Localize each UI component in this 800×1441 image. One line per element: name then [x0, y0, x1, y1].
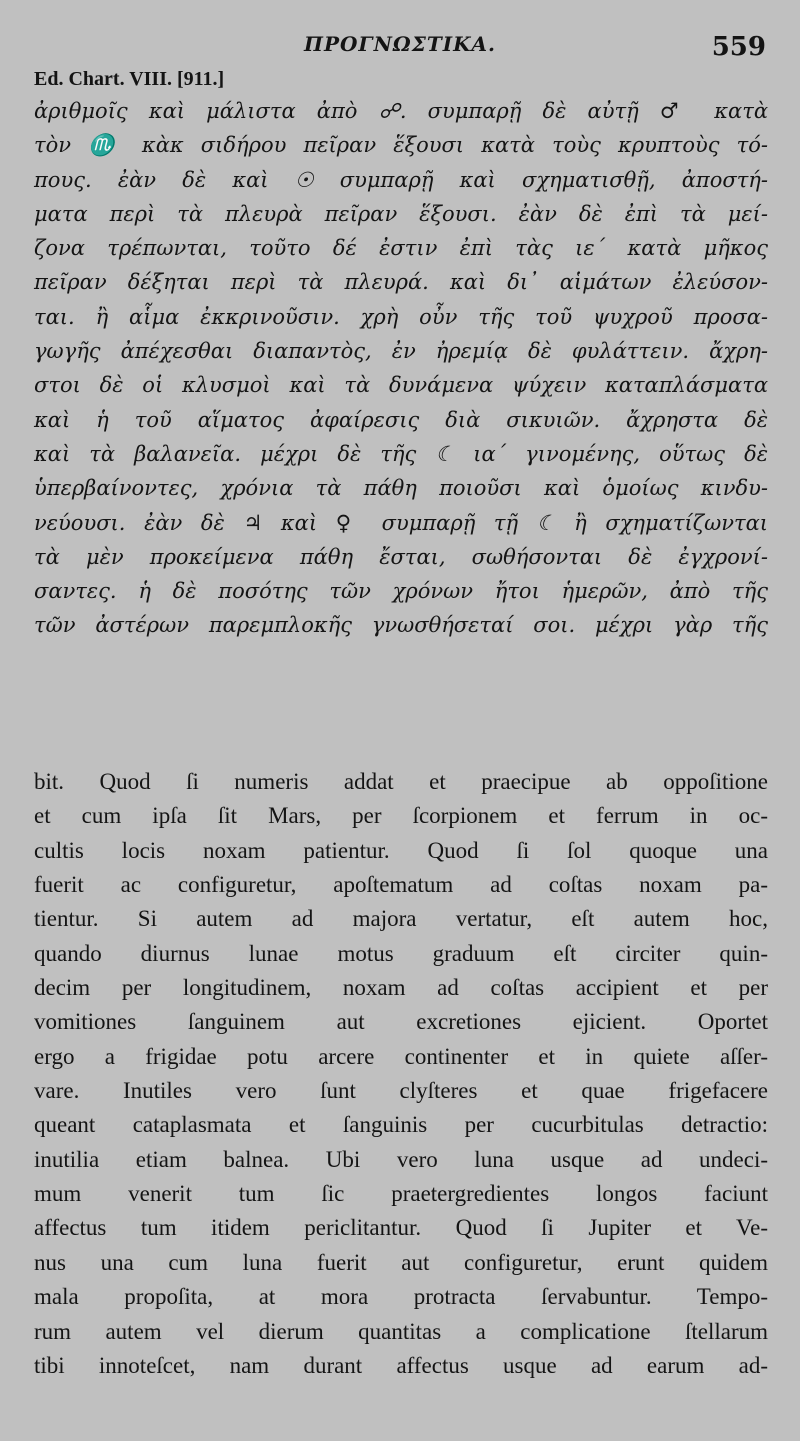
latin-line: fuerit ac configuretur, apoſtematum ad coſtas noxam pa-	[34, 872, 768, 898]
latin-line: mala propoſita, at mora protracta ſervabuntur. Tempo-	[34, 1284, 768, 1310]
latin-line: rum autem vel dierum quantitas a complicatione ſtellarum	[34, 1318, 768, 1344]
greek-line: ἀριθμοῖς καὶ μάλιστα ἀπὸ ☍. συμπαρῇ δὲ αὐτῇ ♂ κατὰ	[34, 99, 768, 123]
latin-line: affectus tum itidem periclitantur. Quod ſi Jupiter et Ve-	[34, 1215, 768, 1241]
latin-line: vomitiones ſanguinem aut excretiones ejicient. Oportet	[34, 1009, 768, 1035]
latin-line: queant cataplasmata et ſanguinis per cucurbitulas detractio:	[34, 1112, 768, 1138]
page-header	[0, 30, 800, 64]
greek-line: ζονα τρέπωνται, τοῦτο δέ ἐστιν ἐπὶ τὰς ιε΄ κατὰ μῆκος	[34, 236, 768, 261]
greek-line: τῶν ἀστέρων παρεμπλοκῆς γνωσθήσεταί σοι. μέχρι γὰρ τῆς	[34, 613, 768, 638]
latin-line: decim per longitudinem, noxam ad coſtas accipient et per	[34, 975, 768, 1001]
greek-line: πους. ἐὰν δὲ καὶ ☉ συμπαρῇ καὶ σχηματισθῇ, ἀποστή-	[34, 167, 768, 192]
greek-line: ὑπερβαίνοντες, χρόνια τὰ πάθη ποιοῦσι καὶ ὁμοίως κινδυ-	[34, 476, 768, 501]
greek-line: γωγῆς ἀπέχεσθαι διαπαντὸς, ἐν ἠρεμίᾳ δὲ φυλάττειν. ἄχρη-	[34, 339, 768, 364]
running-title: ΠΡΟΓΝΩΣΤΙΚΑ.	[304, 32, 496, 56]
latin-line: bit. Quod ſi numeris addat et praecipue ab oppoſitione	[34, 769, 768, 794]
greek-line: καὶ τὰ βαλανεῖα. μέχρι δὲ τῆς ☾ ια΄ γινομένης, οὕτως δὲ	[34, 441, 768, 466]
page-number: 559	[711, 32, 766, 62]
greek-line: καὶ ἡ τοῦ αἵματος ἀφαίρεσις διὰ σικυιῶν. ἄχρηστα δὲ	[34, 407, 768, 432]
latin-line: nus una cum luna fuerit aut configuretur, erunt quidem	[34, 1249, 768, 1275]
latin-line: ergo a frigidae potu arcere continenter et in quiete aſſer-	[34, 1043, 768, 1069]
greek-text-block	[34, 94, 768, 643]
edition-reference: Ed. Chart. VIII. [911.]	[34, 68, 225, 90]
latin-line: quando diurnus lunae motus graduum eſt circiter quin-	[34, 940, 768, 966]
greek-line: πεῖραν δέξηται περὶ τὰ πλευρά. καὶ δι᾽ αἱμάτων ἐλεύσον-	[34, 270, 768, 295]
greek-line: τὸν ♏ κὰκ σιδήρου πεῖραν ἕξουσι κατὰ τοὺς κρυπτοὺς τό-	[34, 133, 768, 158]
greek-line: ται. ἢ αἷμα ἐκκρινοῦσιν. χρὴ οὖν τῆς τοῦ ψυχροῦ προσα-	[34, 304, 768, 329]
latin-line: et cum ipſa ſit Mars, per ſcorpionem et ferrum in oc-	[34, 803, 768, 829]
latin-line: tibi innoteſcet, nam durant affectus usque ad earum ad-	[34, 1352, 768, 1378]
greek-line: σαντες. ἡ δὲ ποσότης τῶν χρόνων ἤτοι ἡμερῶν, ἀπὸ τῆς	[34, 579, 768, 604]
latin-line: inutilia etiam balnea. Ubi vero luna usque ad undeci-	[34, 1146, 768, 1172]
latin-line: cultis locis noxam patientur. Quod ſi ſol quoque una	[34, 837, 768, 863]
latin-line: mum venerit tum ſic praetergredientes longos faciunt	[34, 1181, 768, 1207]
greek-line: στοι δὲ οἱ κλυσμοὶ καὶ τὰ δυνάμενα ψύχειν καταπλάσματα	[34, 373, 768, 398]
greek-line: ματα περὶ τὰ πλευρὰ πεῖραν ἕξουσι. ἐὰν δὲ ἐπὶ τὰ μεί-	[34, 201, 768, 226]
latin-text-block	[34, 765, 768, 1383]
latin-line: vare. Inutiles vero ſunt clyſteres et quae frigefacere	[34, 1078, 768, 1104]
latin-line: tientur. Si autem ad majora vertatur, eſt autem hoc,	[34, 906, 768, 932]
greek-line: νεύουσι. ἐὰν δὲ ♃ καὶ ♀ συμπαρῇ τῇ ☾ ἢ σχηματίζωνται	[34, 510, 768, 535]
greek-line: τὰ μὲν προκείμενα πάθη ἔσται, σωθήσονται δὲ ἐγχρονί-	[34, 544, 768, 569]
